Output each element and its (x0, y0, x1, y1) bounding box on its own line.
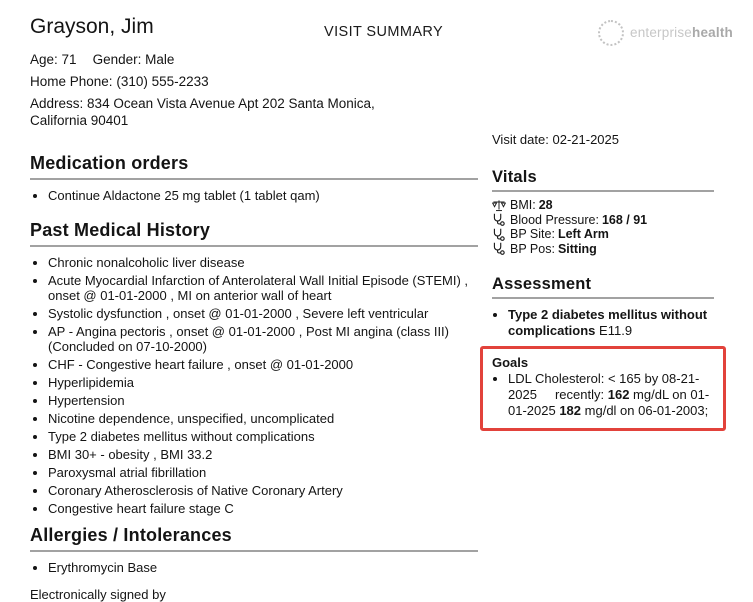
allergies-heading: Allergies / Intolerances (30, 525, 478, 552)
history-item: • BMI 30+ - obesity , BMI 33.2 (48, 447, 478, 462)
past-medical-history-list (30, 255, 478, 516)
vital-row-bp-site (492, 227, 714, 242)
history-item: • Type 2 diabetes mellitus without complications (48, 429, 478, 444)
address-label: Address: (30, 96, 84, 111)
goal-text-mid: mg/dL on 01-01-2025 (508, 387, 710, 418)
goals-list (492, 371, 715, 419)
vitals-heading: Vitals (492, 168, 714, 192)
goal-text-tail: mg/dl on 06-01-2003; (581, 403, 709, 418)
electronically-signed-by: Electronically signed by (30, 587, 166, 602)
assessment-list (492, 307, 714, 339)
logo-dotted-circle-icon (598, 20, 624, 46)
age-label: Age: (30, 52, 58, 67)
stethoscope-icon (492, 242, 508, 255)
vital-label: Blood Pressure: (510, 212, 599, 227)
age-value: 71 (61, 52, 77, 67)
history-item: • Coronary Atherosclerosis of Native Coronary Artery (48, 483, 478, 498)
medication-orders-list (30, 188, 478, 203)
vital-row-blood-pressure (492, 213, 714, 228)
goals-heading: Goals (492, 355, 529, 370)
stethoscope-icon (492, 213, 508, 226)
history-item: • Acute Myocardial Infarction of Anterolateral Wall Initial Episode (STEMI) , onset @ 01-01-2000 , MI on anterior wall of heart (48, 273, 478, 303)
scale-icon (492, 199, 508, 212)
allergy-item: • Erythromycin Base (48, 560, 478, 575)
visit-date-value: 02-21-2025 (552, 132, 619, 147)
goal-text: LDL Cholesterol: < 165 by 08-21-2025 recently: (508, 371, 700, 402)
history-item: • Paroxysmal atrial fibrillation (48, 465, 478, 480)
vital-value: Sitting (557, 241, 597, 256)
visit-date-line (492, 132, 714, 147)
history-item: • Chronic nonalcoholic liver disease (48, 255, 478, 270)
patient-phone-line (30, 73, 478, 90)
history-item: • AP - Angina pectoris , onset @ 01-01-2000 , Post MI angina (class III) (Concluded on 07-10-2000) (48, 324, 478, 354)
home-phone-label: Home Phone: (30, 74, 113, 89)
allergies-list (30, 560, 478, 575)
goal-value-prior: 182 (559, 403, 582, 418)
vital-row-bp-pos (492, 242, 714, 257)
vital-label: BP Pos: (510, 241, 555, 256)
history-item: • Systolic dysfunction , onset @ 01-01-2000 , Severe left ventricular (48, 306, 478, 321)
vital-value: 168 / 91 (601, 212, 648, 227)
logo-wordmark (630, 24, 733, 42)
right-column (492, 132, 714, 431)
history-item: • Congestive heart failure stage C (48, 501, 478, 516)
assessment-heading: Assessment (492, 275, 714, 299)
logo-text-health: health (692, 25, 733, 40)
left-column (30, 14, 478, 602)
page-title: VISIT SUMMARY (324, 24, 444, 40)
goal-value-recent: 162 (607, 387, 630, 402)
stethoscope-icon (492, 228, 508, 241)
history-item: • Nicotine dependence, unspecified, uncomplicated (48, 411, 478, 426)
vital-label: BP Site: (510, 227, 555, 241)
home-phone-value: (310) 555-2233 (116, 74, 209, 89)
patient-address-line (30, 95, 378, 129)
history-item: • Hyperlipidemia (48, 375, 478, 390)
vital-value: 28 (538, 198, 553, 212)
visit-date-label: Visit date: (492, 132, 549, 147)
goal-item (508, 371, 715, 419)
medication-orders-heading: Medication orders (30, 153, 478, 180)
gender-label: Gender: (92, 52, 142, 67)
assessment-icd-code: E11.9 (599, 323, 633, 338)
history-item: • Hypertension (48, 393, 478, 408)
history-item: • CHF - Congestive heart failure , onset @ 01-01-2000 (48, 357, 478, 372)
vital-label: BMI: (510, 198, 536, 212)
address-value: 834 Ocean Vista Avenue Apt 202 Santa Monica, California 90401 (30, 96, 375, 128)
vital-row-bmi (492, 198, 714, 213)
assessment-diagnosis: Type 2 diabetes mellitus without complications (508, 307, 708, 338)
logo-text-enterprise: enterprise (629, 25, 693, 40)
vitals-list (492, 198, 714, 256)
goals-highlight-box (480, 346, 726, 431)
gender-value: Male (145, 52, 175, 67)
patient-age-gender-line (30, 51, 478, 68)
enterprise-health-logo (598, 20, 733, 46)
medication-item: • Continue Aldactone 25 mg tablet (1 tablet qam) (48, 188, 478, 203)
vital-value: Left Arm (557, 227, 609, 241)
assessment-item (508, 307, 714, 339)
past-medical-history-heading: Past Medical History (30, 220, 478, 247)
patient-name: Grayson, Jim (30, 15, 154, 38)
